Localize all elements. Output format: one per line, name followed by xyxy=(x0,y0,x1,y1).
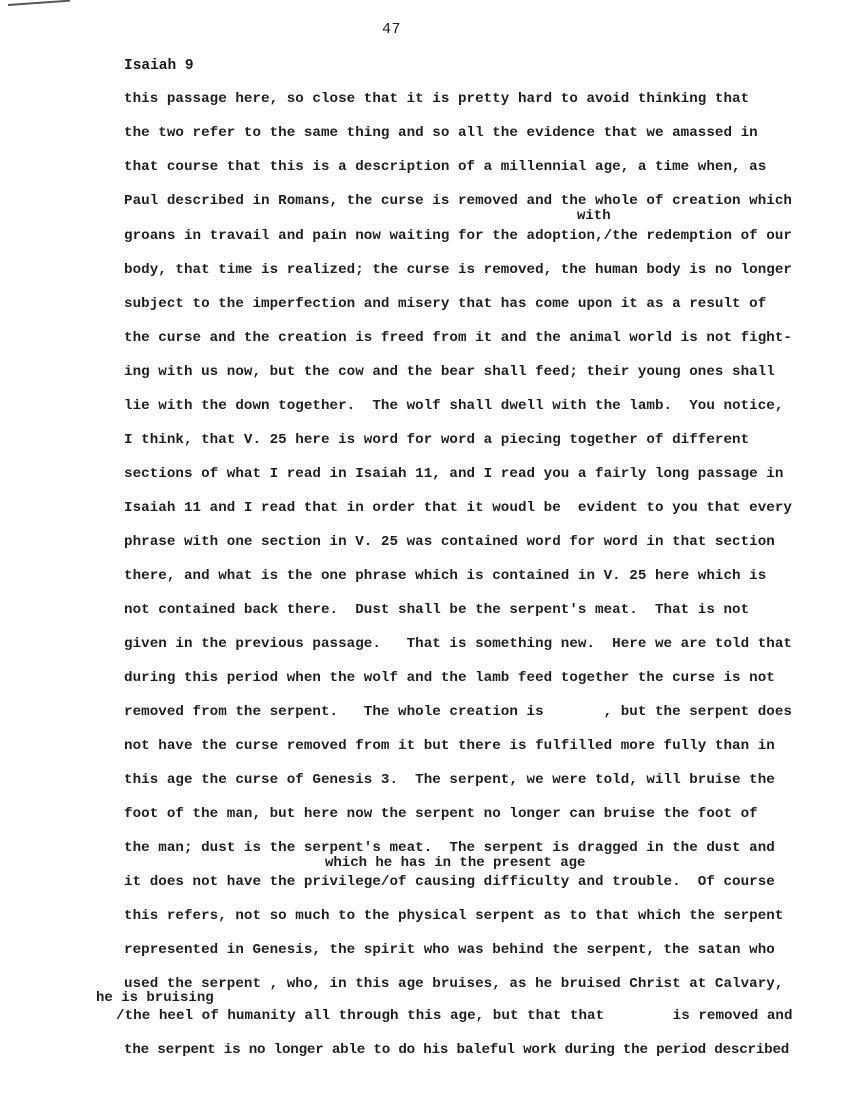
text-line: used the serpent , who, in this age bruises, as he bruised Christ at Calvary, xyxy=(124,976,784,992)
text-line: there, and what is the one phrase which is contained in V. 25 here which is xyxy=(124,568,767,584)
text-line: this refers, not so much to the physical serpent as to that which the serpent xyxy=(124,908,784,924)
text-line: I think, that V. 25 here is word for word a piecing together of different xyxy=(124,432,750,448)
interlinear-insertion: with xyxy=(577,208,611,224)
text-line: not have the curse removed from it but there is fulfilled more fully than in xyxy=(124,738,775,754)
text-line: phrase with one section in V. 25 was contained word for word in that section xyxy=(124,534,775,550)
text-line: the man; dust is the serpent's meat. The serpent is dragged in the dust and xyxy=(124,840,775,856)
text-line: the serpent is no longer able to do his baleful work during the period described xyxy=(124,1042,790,1058)
text-line: ing with us now, but the cow and the bear shall feed; their young ones shall xyxy=(124,364,775,380)
text-line: groans in travail and pain now waiting for the adoption,/the redemption of our xyxy=(124,228,792,244)
text-line: Isaiah 11 and I read that in order that it woudl be evident to you that every xyxy=(124,500,792,516)
text-line: given in the previous passage. That is something new. Here we are told that xyxy=(124,636,792,652)
page-number: 47 xyxy=(382,21,402,38)
text-line: the curse and the creation is freed from it and the animal world is not fight- xyxy=(124,330,792,346)
text-line: not contained back there. Dust shall be the serpent's meat. That is not xyxy=(124,602,750,618)
text-line: removed from the serpent. The whole creation is , but the serpent does xyxy=(124,704,792,720)
interlinear-insertion: which he has in the present age xyxy=(325,855,586,871)
section-heading: Isaiah 9 xyxy=(124,58,194,74)
text-line: this passage here, so close that it is pretty hard to avoid thinking that xyxy=(124,91,750,107)
text-line: lie with the down together. The wolf shall dwell with the lamb. You notice, xyxy=(124,398,784,414)
text-line: this age the curse of Genesis 3. The serpent, we were told, will bruise the xyxy=(124,772,775,788)
text-line: that course that this is a description of a millennial age, a time when, as xyxy=(124,159,767,175)
text-line: during this period when the wolf and the lamb feed together the curse is not xyxy=(124,670,775,686)
text-line: foot of the man, but here now the serpent no longer can bruise the foot of xyxy=(124,806,758,822)
text-line: body, that time is realized; the curse is removed, the human body is no longer xyxy=(124,262,792,278)
text-line: it does not have the privilege/of causing difficulty and trouble. Of course xyxy=(124,874,775,890)
interlinear-insertion: he is bruising xyxy=(96,990,214,1006)
text-line: Paul described in Romans, the curse is removed and the whole of creation which xyxy=(124,193,792,209)
text-line: /the heel of humanity all through this age, but that that is removed and xyxy=(116,1008,793,1024)
text-line: subject to the imperfection and misery that has come upon it as a result of xyxy=(124,296,767,312)
text-line: represented in Genesis, the spirit who was behind the serpent, the satan who xyxy=(124,942,775,958)
corner-pen-mark xyxy=(8,0,71,16)
text-line: the two refer to the same thing and so all the evidence that we amassed in xyxy=(124,125,758,141)
text-line: sections of what I read in Isaiah 11, and I read you a fairly long passage in xyxy=(124,466,784,482)
